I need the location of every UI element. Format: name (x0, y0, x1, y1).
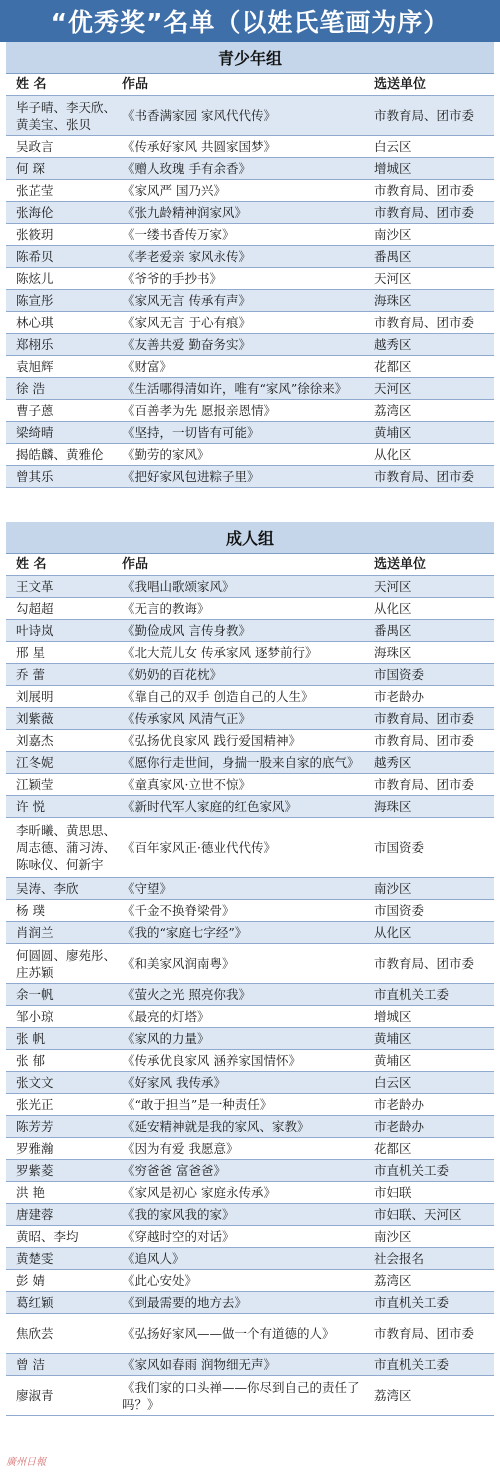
table-row (6, 1292, 494, 1314)
table-row (6, 158, 494, 180)
winner-name: 张光正 (16, 1097, 54, 1112)
table-row (6, 1028, 494, 1050)
work-title: 《我唱山歌颂家风》 (122, 579, 235, 594)
table-row (6, 334, 494, 356)
winner-name: 刘展明 (16, 689, 54, 704)
header-work: 作品 (122, 77, 149, 92)
work-title: 《好家风 我传承》 (122, 1075, 226, 1090)
submitting-unit: 海珠区 (374, 799, 412, 814)
submitting-unit: 市直机关工委 (374, 1357, 450, 1372)
winner-name: 何 琛 (16, 161, 45, 176)
work-title: 《勤俭成风 言传身教》 (122, 623, 251, 638)
table-row (6, 708, 494, 730)
winner-name: 唐建蓉 (16, 1207, 54, 1222)
work-title: 《友善共爱 勤奋务实》 (122, 337, 251, 352)
winner-name: 陈希贝 (16, 249, 54, 264)
winner-name: 黄楚雯 (16, 1251, 54, 1266)
work-title: 《我的“家庭七字经”》 (122, 925, 248, 940)
table-row (6, 984, 494, 1006)
winner-name: 张筱玥 (16, 227, 54, 242)
table-row (6, 400, 494, 422)
work-title: 《张九龄精神润家风》 (122, 205, 248, 220)
work-title: 《童真家风·立世不惊》 (122, 777, 251, 792)
table-row (6, 180, 494, 202)
work-title: 《我的家风我的家》 (122, 1207, 235, 1222)
submitting-unit: 越秀区 (374, 755, 412, 770)
table-row (6, 224, 494, 246)
work-title: 《我们家的口头禅——你尽到自己的责任了吗？》 (122, 1379, 360, 1412)
submitting-unit: 市老龄办 (374, 689, 425, 704)
submitting-unit: 增城区 (374, 1009, 412, 1024)
winner-name: 罗雅瀚 (16, 1141, 54, 1156)
table-row (6, 1116, 494, 1138)
winner-name: 肖润兰 (16, 925, 54, 940)
submitting-unit: 市国资委 (374, 840, 425, 855)
winner-name: 何圆圆、廖苑彤、庄苏颖 (16, 947, 117, 980)
table-row (6, 1050, 494, 1072)
submitting-unit: 市教育局、团市委 (374, 315, 475, 330)
work-title: 《勤劳的家风》 (122, 447, 210, 462)
table-row (6, 1314, 494, 1354)
submitting-unit: 荔湾区 (374, 403, 412, 418)
winner-name: 叶诗岚 (16, 623, 54, 638)
submitting-unit: 市直机关工委 (374, 1295, 450, 1310)
table-row (6, 878, 494, 900)
youth-section-heading: 青少年组 (6, 42, 494, 74)
submitting-unit: 越秀区 (374, 337, 412, 352)
submitting-unit: 南沙区 (374, 227, 412, 242)
work-title: 《穿越时空的对话》 (122, 1229, 235, 1244)
submitting-unit: 市教育局、团市委 (374, 711, 475, 726)
submitting-unit: 市老龄办 (374, 1097, 425, 1112)
winner-name: 吴涛、李欣 (16, 881, 79, 896)
submitting-unit: 荔湾区 (374, 1273, 412, 1288)
submitting-unit: 市国资委 (374, 903, 425, 918)
work-title: 《家风无言 于心有痕》 (122, 315, 251, 330)
winner-name: 张 帆 (16, 1031, 45, 1046)
work-title: 《北大荒儿女 传承家风 逐梦前行》 (122, 645, 318, 660)
work-title: 《萤火之光 照亮你我》 (122, 987, 251, 1002)
submitting-unit: 黄埔区 (374, 1053, 412, 1068)
winner-name: 焦欣芸 (16, 1326, 54, 1341)
submitting-unit: 市妇联、天河区 (374, 1207, 462, 1222)
table-row (6, 356, 494, 378)
header-unit: 选送单位 (374, 557, 427, 572)
work-title: 《传承优良家风 涵养家国情怀》 (122, 1053, 301, 1068)
work-title: 《财富》 (122, 359, 173, 374)
work-title: 《家风是初心 家庭永传承》 (122, 1185, 276, 1200)
winner-name: 梁绮晴 (16, 425, 54, 440)
work-title: 《爷爷的手抄书》 (122, 271, 223, 286)
header-unit: 选送单位 (374, 77, 427, 92)
winner-name: 曾 洁 (16, 1357, 45, 1372)
table-row (6, 1226, 494, 1248)
adult-header-row (6, 554, 494, 576)
winner-name: 刘紫薇 (16, 711, 54, 726)
work-title: 《家风的力量》 (122, 1031, 210, 1046)
winner-name: 洪 艳 (16, 1185, 45, 1200)
winner-name: 许 悦 (16, 799, 45, 814)
submitting-unit: 白云区 (374, 139, 412, 154)
table-row (6, 1072, 494, 1094)
table-row (6, 444, 494, 466)
work-title: 《赠人玫瑰 手有余香》 (122, 161, 251, 176)
table-row (6, 1138, 494, 1160)
table-row (6, 136, 494, 158)
submitting-unit: 花都区 (374, 359, 412, 374)
submitting-unit: 海珠区 (374, 293, 412, 308)
work-title: 《书香满家园 家风代代传》 (122, 108, 276, 123)
table-row (6, 1182, 494, 1204)
work-title: 《新时代军人家庭的红色家风》 (122, 799, 298, 814)
watermark-logo: 廣州日報 (6, 1457, 46, 1468)
adult-section (6, 522, 494, 1416)
work-title: 《延安精神就是我的家风、家教》 (122, 1119, 310, 1134)
header-work: 作品 (122, 557, 149, 572)
table-row (6, 922, 494, 944)
table-row (6, 1094, 494, 1116)
table-row (6, 312, 494, 334)
winner-name: 彭 婧 (16, 1273, 45, 1288)
table-row (6, 1376, 494, 1416)
submitting-unit: 市老龄办 (374, 1119, 425, 1134)
work-title: 《孝老爱亲 家风永传》 (122, 249, 251, 264)
submitting-unit: 从化区 (374, 601, 412, 616)
table-row (6, 378, 494, 400)
winner-name: 邢 星 (16, 645, 45, 660)
work-title: 《家风如春雨 润物细无声》 (122, 1357, 276, 1372)
submitting-unit: 荔湾区 (374, 1388, 412, 1403)
table-row (6, 944, 494, 984)
work-title: 《奶奶的百花枕》 (122, 667, 223, 682)
winner-name: 吴政言 (16, 139, 54, 154)
winner-name: 李昕曦、黄思思、周志德、蒲习涛、陈咏仪、何新宇 (16, 823, 117, 872)
submitting-unit: 南沙区 (374, 881, 412, 896)
work-title: 《因为有爱 我愿意》 (122, 1141, 239, 1156)
winner-name: 勾超超 (16, 601, 54, 616)
submitting-unit: 社会报名 (374, 1251, 425, 1266)
table-row (6, 730, 494, 752)
youth-header-row (6, 74, 494, 96)
winner-name: 余一帆 (16, 987, 54, 1002)
table-row (6, 96, 494, 136)
winner-name: 张海伦 (16, 205, 54, 220)
work-title: 《千金不换脊梁骨》 (122, 903, 235, 918)
work-title: 《一缕书香传万家》 (122, 227, 235, 242)
winner-name: 江冬妮 (16, 755, 54, 770)
header-name: 姓 名 (16, 77, 47, 92)
winner-name: 江颖莹 (16, 777, 54, 792)
work-title: 《愿你行走世间，身揣一股来自家的底气》 (122, 755, 360, 770)
submitting-unit: 黄埔区 (374, 1031, 412, 1046)
work-title: 《守望》 (122, 881, 173, 896)
winner-name: 袁旭辉 (16, 359, 54, 374)
winner-name: 张文文 (16, 1075, 54, 1090)
adult-table-body (6, 576, 494, 1416)
table-row (6, 246, 494, 268)
work-title: 《家风严 国乃兴》 (122, 183, 226, 198)
table-row (6, 290, 494, 312)
submitting-unit: 天河区 (374, 579, 412, 594)
submitting-unit: 市教育局、团市委 (374, 956, 475, 971)
work-title: 《生活哪得清如许，唯有“家风”徐徐来》 (122, 381, 348, 396)
winner-name: 葛红颖 (16, 1295, 54, 1310)
winner-name: 廖淑青 (16, 1388, 54, 1403)
table-row (6, 422, 494, 444)
submitting-unit: 市教育局、团市委 (374, 733, 475, 748)
winner-name: 徐 浩 (16, 381, 45, 396)
table-row (6, 202, 494, 224)
work-title: 《和美家风润南粤》 (122, 956, 235, 971)
winner-name: 曹子蒽 (16, 403, 54, 418)
winner-name: 乔 蕾 (16, 667, 45, 682)
winner-name: 刘嘉杰 (16, 733, 54, 748)
work-title: 《传承家风 风清气正》 (122, 711, 251, 726)
work-title: 《坚持，一切皆有可能》 (122, 425, 260, 440)
table-row (6, 1160, 494, 1182)
submitting-unit: 市教育局、团市委 (374, 469, 475, 484)
table-row (6, 466, 494, 488)
table-row (6, 752, 494, 774)
submitting-unit: 市直机关工委 (374, 987, 450, 1002)
winner-name: 张芷莹 (16, 183, 54, 198)
table-row (6, 774, 494, 796)
submitting-unit: 市妇联 (374, 1185, 412, 1200)
work-title: 《靠自己的双手 创造自己的人生》 (122, 689, 314, 704)
adult-section-heading: 成人组 (6, 522, 494, 554)
work-title: 《无言的教诲》 (122, 601, 210, 616)
table-row (6, 268, 494, 290)
submitting-unit: 天河区 (374, 381, 412, 396)
winner-name: 陈炫儿 (16, 271, 54, 286)
submitting-unit: 白云区 (374, 1075, 412, 1090)
table-row (6, 900, 494, 922)
table-row (6, 1204, 494, 1226)
winner-name: 黄昭、李均 (16, 1229, 79, 1244)
work-title: 《把好家风包进粽子里》 (122, 469, 260, 484)
winner-name: 罗紫菱 (16, 1163, 54, 1178)
table-row (6, 818, 494, 878)
table-row (6, 642, 494, 664)
winner-name: 陈宣彤 (16, 293, 54, 308)
youth-section (6, 42, 494, 488)
table-row (6, 620, 494, 642)
table-row (6, 576, 494, 598)
submitting-unit: 南沙区 (374, 1229, 412, 1244)
work-title: 《“敢于担当”是一种责任》 (122, 1097, 273, 1112)
work-title: 《传承好家风 共圆家国梦》 (122, 139, 276, 154)
youth-table-body (6, 96, 494, 488)
table-row (6, 796, 494, 818)
work-title: 《追风人》 (122, 1251, 185, 1266)
table-row (6, 1248, 494, 1270)
winner-name: 曾其乐 (16, 469, 54, 484)
table-row (6, 1006, 494, 1028)
work-title: 《百年家风正·德业代代传》 (122, 840, 276, 855)
submitting-unit: 从化区 (374, 925, 412, 940)
winner-name: 张 郁 (16, 1053, 45, 1068)
work-title: 《最亮的灯塔》 (122, 1009, 210, 1024)
winner-name: 邹小琼 (16, 1009, 54, 1024)
winner-name: 郑栩乐 (16, 337, 54, 352)
work-title: 《弘扬好家风——做一个有道德的人》 (122, 1326, 335, 1341)
page-title: “优秀奖”名单（以姓氏笔画为序） (0, 0, 500, 42)
winner-name: 王文革 (16, 579, 54, 594)
work-title: 《到最需要的地方去》 (122, 1295, 248, 1310)
submitting-unit: 增城区 (374, 161, 412, 176)
submitting-unit: 市教育局、团市委 (374, 777, 475, 792)
table-row (6, 598, 494, 620)
submitting-unit: 番禺区 (374, 249, 412, 264)
table-row (6, 1270, 494, 1292)
submitting-unit: 海珠区 (374, 645, 412, 660)
table-row (6, 1354, 494, 1376)
submitting-unit: 黄埔区 (374, 425, 412, 440)
submitting-unit: 市教育局、团市委 (374, 205, 475, 220)
winner-name: 揭皓麟、黄雅伦 (16, 447, 104, 462)
submitting-unit: 番禺区 (374, 623, 412, 638)
header-name: 姓 名 (16, 557, 47, 572)
submitting-unit: 天河区 (374, 271, 412, 286)
submitting-unit: 市直机关工委 (374, 1163, 450, 1178)
submitting-unit: 从化区 (374, 447, 412, 462)
work-title: 《穷爸爸 富爸爸》 (122, 1163, 226, 1178)
submitting-unit: 市国资委 (374, 667, 425, 682)
work-title: 《此心安处》 (122, 1273, 198, 1288)
winner-name: 林心琪 (16, 315, 54, 330)
winner-name: 毕子晴、李天欣、黄美宝、张贝 (16, 99, 117, 132)
submitting-unit: 市教育局、团市委 (374, 183, 475, 198)
submitting-unit: 市教育局、团市委 (374, 108, 475, 123)
work-title: 《弘扬优良家风 践行爱国精神》 (122, 733, 301, 748)
table-row (6, 686, 494, 708)
submitting-unit: 花都区 (374, 1141, 412, 1156)
winner-name: 杨 璞 (16, 903, 45, 918)
work-title: 《百善孝为先 愿报亲恩情》 (122, 403, 276, 418)
work-title: 《家风无言 传承有声》 (122, 293, 251, 308)
table-row (6, 664, 494, 686)
submitting-unit: 市教育局、团市委 (374, 1326, 475, 1341)
winner-name: 陈芳芳 (16, 1119, 54, 1134)
